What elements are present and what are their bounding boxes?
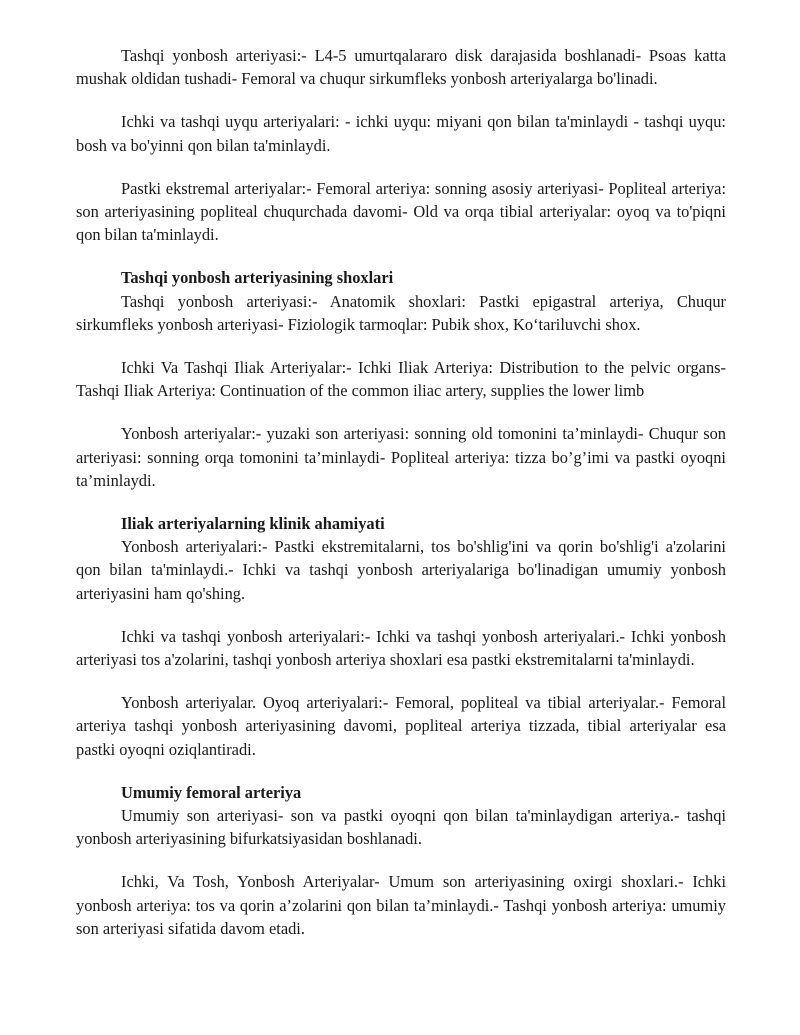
paragraph: Pastki ekstremal arteriyalar:- Femoral arteriya: sonning asosiy arteriyasi- Popliteal arteriya: son arteriyasining popliteal chuqurchada davomi- Old va orqa tibial arteriyalar: oyoq va to'piqni qon bilan ta'minlaydi. (76, 178, 726, 245)
paragraph: Ichki va tashqi yonbosh arteriyalari:- Ichki va tashqi yonbosh arteriyalari.- Ichki yonbosh arteriyasi tos a'zolarini, tashqi yonbosh arteriya shoxlari esa pastki ekstremitalarni ta'minlaydi. (76, 626, 726, 670)
paragraph: Ichki, Va Tosh, Yonbosh Arteriyalar- Umum son arteriyasining oxirgi shoxlari.- Ichki yonbosh arteriya: tos va qorin a’zolarini qon bilan ta’minlaydi.- Tashqi yonbosh arteriya: umumiy son arteriyasi sifatida davom etadi. (76, 872, 726, 938)
paragraph: Yonbosh arteriyalar. Oyoq arteriyalari:- Femoral, popliteal va tibial arteriyalar.- Femoral arteriya tashqi yonbosh arteriyasining davomi, popliteal arteriya tizzada, tibial arteriyalar esa pastki oyoqni oziqlantiradi. (76, 693, 726, 759)
paragraph: Ichki va tashqi uyqu arteriyalari: - ichki uyqu: miyani qon bilan ta'minlaydi - tashqi uyqu: bosh va bo'yinni qon bilan ta'minlaydi. (76, 112, 726, 155)
section-heading: Umumiy femoral arteriya (121, 782, 302, 802)
document-page (76, 44, 726, 960)
paragraph: Yonbosh arteriyalari:- Pastki ekstremitalarni, tos bo'shlig'ini va qorin bo'shlig'i a'zolarini qon bilan ta'minlaydi.- Ichki va tashqi yonbosh arteriyalariga bo'linadigan umumiy yonbosh arteriyasini ham qo'shing. (76, 537, 726, 603)
section-heading: Iliak arteriyalarning klinik ahamiyati (121, 514, 385, 534)
paragraph: Umumiy son arteriyasi- son va pastki oyoqni qon bilan ta'minlaydigan arteriya.- tashqi yonbosh arteriyasining bifurkatsiyasidan boshlanadi. (76, 806, 726, 849)
paragraph: Tashqi yonbosh arteriyasi:- Anatomik shoxlari: Pastki epigastral arteriya, Chuqur sirkumfleks yonbosh arteriyasi- Fiziologik tarmoqlar: Pubik shox, Koʻtariluvchi shox. (76, 291, 726, 334)
section-heading: Tashqi yonbosh arteriyasining shoxlari (121, 268, 394, 288)
paragraph: Tashqi yonbosh arteriyasi:- L4-5 umurtqalararo disk darajasida boshlanadi- Psoas katta mushak oldidan tushadi- Femoral va chuqur sirkumfleks yonbosh arteriyalarga bo'linadi. (76, 46, 726, 89)
paragraph: Yonbosh arteriyalar:- yuzaki son arteriyasi: sonning old tomonini ta’minlaydi- Chuqur son arteriyasi: sonning orqa tomonini ta’minlaydi- Popliteal arteriya: tizza bo’g’imi va pastki oyoqni ta’minlaydi. (76, 424, 726, 490)
paragraph: Ichki Va Tashqi Iliak Arteriyalar:- Ichki Iliak Arteriya: Distribution to the pelvic organs- Tashqi Iliak Arteriya: Continuation of the common iliac artery, supplies the lower limb (76, 358, 726, 401)
